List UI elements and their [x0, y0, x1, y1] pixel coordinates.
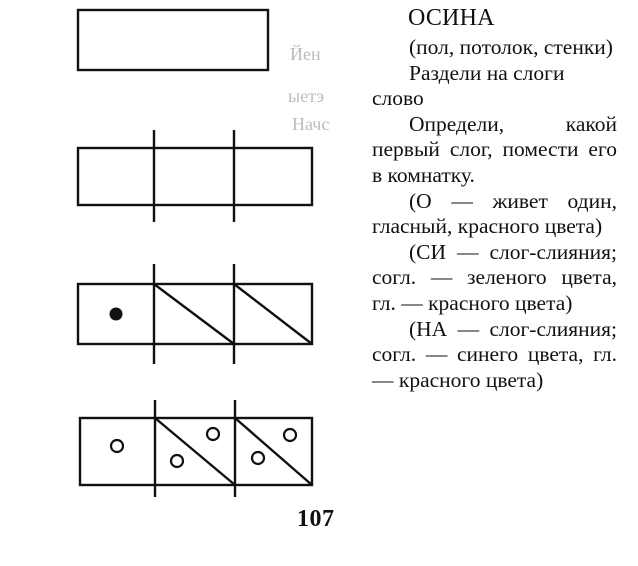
word-box-empty: [78, 10, 268, 70]
note-syllable-si: (СИ — слог-слияния; согл. — зеленого цвета, гл. — красного цвета): [372, 239, 617, 315]
instruction-first-syllable: Определи, какой первый слог, помести его в комнатку.: [372, 111, 617, 187]
sound-circle: [207, 428, 219, 440]
word-box-three-rooms: [78, 130, 312, 222]
word-title: ОСИНА: [408, 5, 495, 31]
sound-circle: [252, 452, 264, 464]
show-through-text: Начс: [292, 114, 330, 134]
page-number: 107: [297, 506, 335, 532]
show-through-text: Йен: [290, 44, 321, 64]
word-box-sound-circles: [80, 400, 312, 497]
instructions-text: [372, 35, 617, 393]
sound-circle: [111, 440, 123, 452]
note-syllable-na: (НА — слог-слияния; согл. — синего цвета, гл. — красного цвета): [372, 316, 617, 392]
syllable-scheme-diagram: [0, 0, 360, 500]
note-syllable-o: (О — живет один, гласный, красного цвета): [372, 188, 617, 239]
instruction-divide: Раздели на слоги слово: [372, 60, 565, 111]
sound-circle: [284, 429, 296, 441]
sound-circle: [171, 455, 183, 467]
vowel-dot: [110, 308, 123, 321]
show-through-text: ыетэ: [288, 86, 325, 106]
materials-note: (пол, потолок, стенки): [409, 35, 613, 59]
